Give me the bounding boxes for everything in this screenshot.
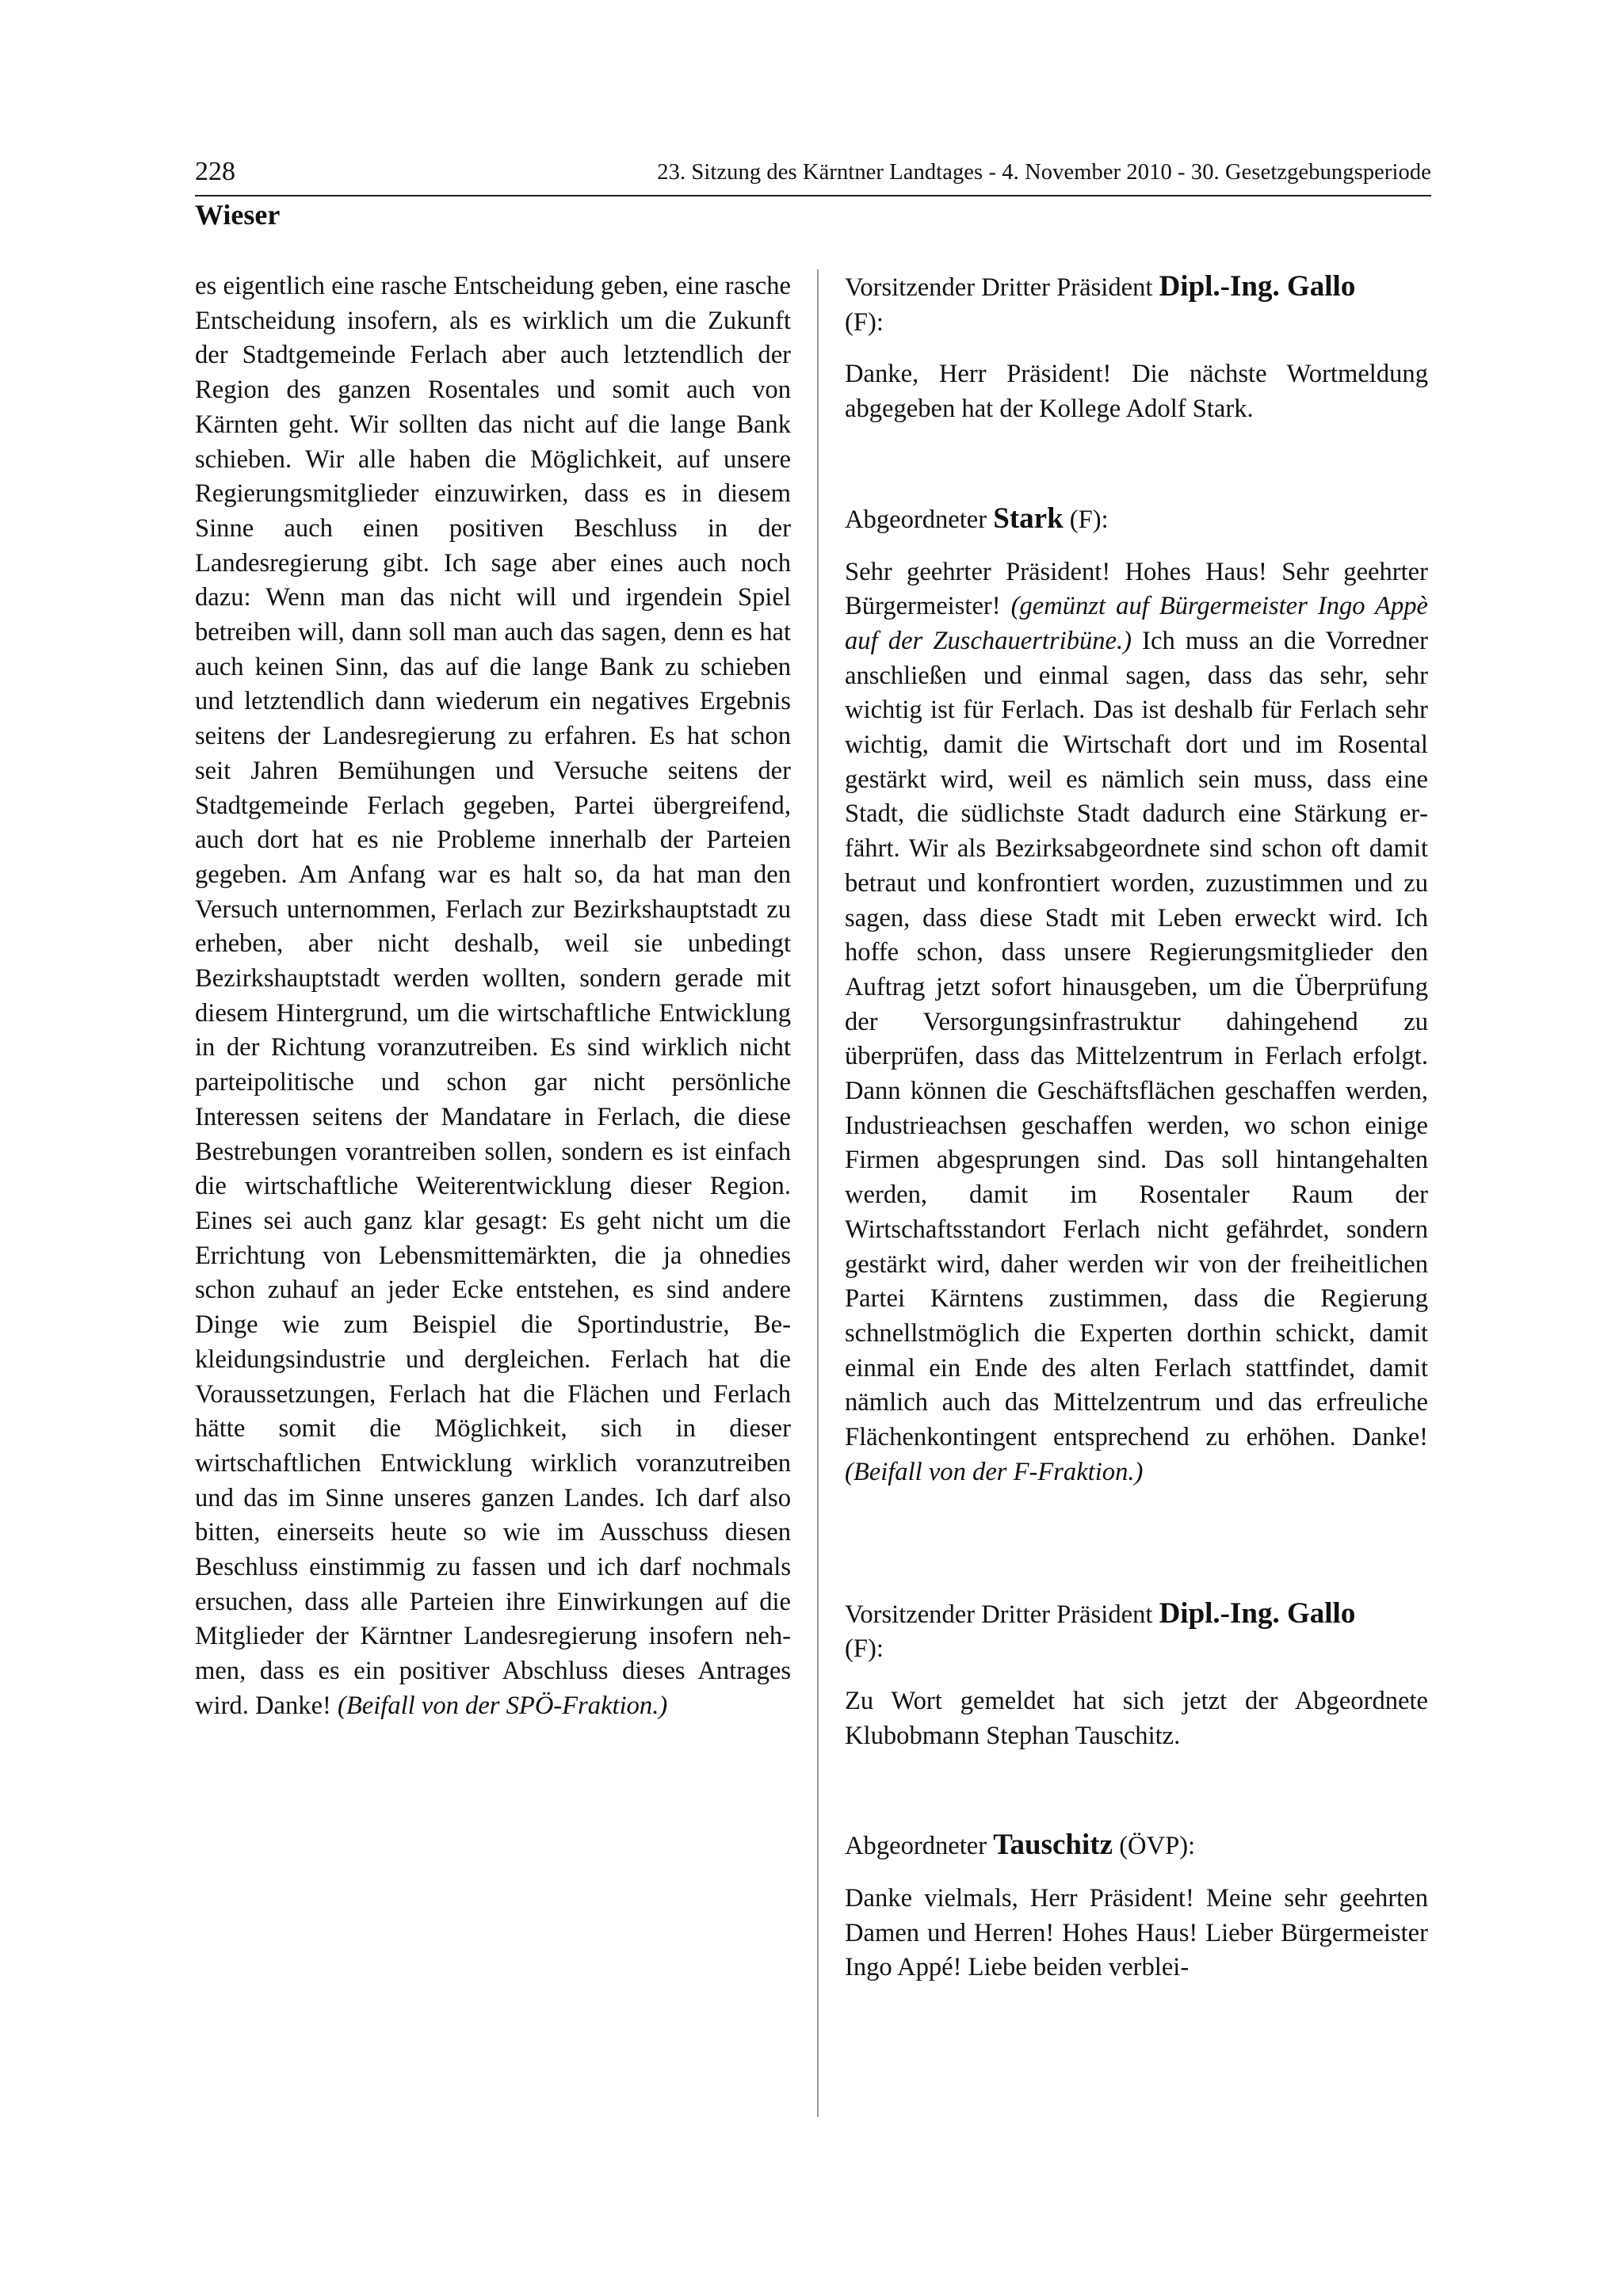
speech-text: es eigentlich eine rasche Entscheidung geben, eine rasche Entscheidung insofern, als es wirklich um die Zukunft der Stadtgemeinde Ferlach aber auch letztendlich der Region des ganzen Rosentales und somit auch von Kärnten geht. Wir sollten das nicht auf die lange Bank schieben. Wir alle haben die Möglichkeit, auf unsere Regierungsmitglieder einzuwirken, dass es in diesem Sinne auch einen positiven Beschluss in der Landesregierung gibt. Ich sage aber eines auch noch dazu: Wenn man das nicht will und irgendein Spiel betreiben will, dann soll man auch das sagen, denn es hat auch keinen Sinn, das auf die lange Bank zu schieben und letztendlich dann wiederum ein negatives Ergebnis seitens der Landesregierung zu erfahren. Es hat schon seit Jahren Bemühungen und Versuche seitens der Stadtgemeinde Ferlach gegeben, Partei übergreifend, auch dort hat es nie Probleme innerhalb der Parteien gegeben. Am Anfang war es halt so, da hat man den Versuch unternommen, Ferlach zur Bezirkshauptstadt zu erheben, aber nicht deshalb, weil sie unbedingt Bezirkshauptstadt werden wollten, sondern gerade mit diesem Hintergrund, um die wirtschaftliche Entwicklung in der Richtung voranzutreiben. Es sind wirklich nicht parteipolitische und schon gar nicht persönliche Interessen seitens der Mandatare in Ferlach, die diese Bestrebungen vorantreiben sollen, sondern es ist einfach die wirtschaftliche Weiterentwicklung dieser Region. Eines sei auch ganz klar gesagt: Es geht nicht um die Errichtung von Lebensmittemärkten, die ja ohnedies schon zuhauf an jeder Ecke entstehen, es sind andere Dinge wie zum Beispiel die Sportindustrie, Bekleidungsindustrie und dergleichen. Ferlach hat die Voraussetzungen, Ferlach hat die Flächen und Ferlach hätte somit die Möglichkeit, sich in dieser wirtschaftlichen Entwicklung wirklich voranzutreiben und das im Sinne unseres ganzen Landes. Ich darf also bitten, einerseits heute so wie im Ausschuss diesen Beschluss einstimmig zu fassen und ich darf nochmals ersuchen, dass alle Parteien ihre Einwirkungen auf die Mitglieder der Kärntner Landesregierung insofern nehmen, dass es ein positiver Abschluss dieses Antrages wird. Danke! [195, 272, 791, 1720]
speech-paragraph: Danke vielmals, Herr Präsident! Meine sehr geehrten Damen und Herren! Hohes Haus! Lieber Bürgermeister Ingo Appé! Liebe beiden verblei- [845, 1884, 1428, 1982]
speaker-name: Stark [993, 502, 1064, 535]
left-column [195, 269, 791, 1724]
applause-note: (Beifall von der F-Fraktion.) [845, 1457, 1144, 1486]
current-speaker-heading: Wieser [195, 199, 281, 231]
speaker-label-stark: Abgeordneter Stark (F): [845, 502, 1109, 535]
speech-paragraph: Danke, Herr Präsident! Die nächste Wortmeldung abgegeben hat der Kollege Adolf Stark. [845, 360, 1428, 424]
speaker-label-chair: Vorsitzender Dritter Präsident Dipl.-Ing. Gallo (F): [845, 270, 1356, 337]
right-column [845, 269, 1428, 1985]
speech-paragraph: Sehr geehrter Präsident! Hohes Haus! Sehr geehrter Bürgermeister! (gemünzt auf Bürgermeister Ingo Appè auf der Zuschauertribüne.) Ich muss an die Vorredner anschließen und einmal sagen, dass das sehr, sehr wichtig ist für Ferlach. Das ist deshalb für Ferlach sehr wichtig, damit die Wirtschaft dort und im Rosental gestärkt wird, weil es nämlich sein muss, dass eine Stadt, die südlichste Stadt dadurch eine Stärkung erfährt. Wir als Bezirksabgeordnete sind schon oft damit betraut und konfrontiert worden, zuzustimmen und zu sagen, dass diese Stadt mit Leben erweckt wird. Ich hoffe schon, dass unsere Regierungsmitglieder den Auftrag jetzt sofort hinausgeben, um die Überprüfung der Versorgungsinfrastruktur dahingehend zu überprüfen, dass das Mittelzentrum in Ferlach erfolgt. Dann können die Geschäftsflächen geschaffen werden, Industrieachsen geschaffen werden, wo schon einige Firmen abgesprungen sind. Das soll hintangehalten werden, damit im Rosentaler Raum der Wirtschaftsstandort Ferlach nicht gefährdet, sondern gestärkt wird, daher werden wir von der freiheitlichen Partei Kärntens zustimmen, dass die Regierung schnellstmöglich die Experten dorthin schickt, damit einmal ein Ende des alten Ferlach stattfindet, damit nämlich auch das Mittelzentrum und das erfreuliche Flächenkontingent entsprechend zu erhöhen. Danke! (Beifall von der F-Fraktion.) [845, 557, 1428, 1486]
speaker-label-tauschitz: Abgeordneter Tauschitz (ÖVP): [845, 1829, 1196, 1862]
speaker-name: Dipl.-Ing. Gallo [1159, 270, 1356, 303]
running-title: 23. Sitzung des Kärntner Landtages - 4. November 2010 - 30. Gesetzgebungsperiode [657, 160, 1431, 185]
applause-note: (Beifall von der SPÖ-Fraktion.) [338, 1691, 668, 1720]
stage-note: (gemünzt auf Bürgermeister Ingo Appè auf der Zuschauertribüne.) [845, 592, 1428, 655]
page-header [195, 152, 1431, 196]
page-number: 228 [195, 157, 235, 186]
speaker-label-chair: Vorsitzender Dritter Präsident Dipl.-Ing. Gallo (F): [845, 1596, 1356, 1664]
speaker-name: Tauschitz [993, 1829, 1113, 1862]
speech-paragraph: Zu Wort gemeldet hat sich jetzt der Abgeordnete Klubobmann Stephan Tauschitz. [845, 1686, 1428, 1750]
column-divider [817, 269, 819, 2117]
speaker-name: Dipl.-Ing. Gallo [1159, 1596, 1356, 1630]
speech-paragraph [195, 269, 791, 1724]
